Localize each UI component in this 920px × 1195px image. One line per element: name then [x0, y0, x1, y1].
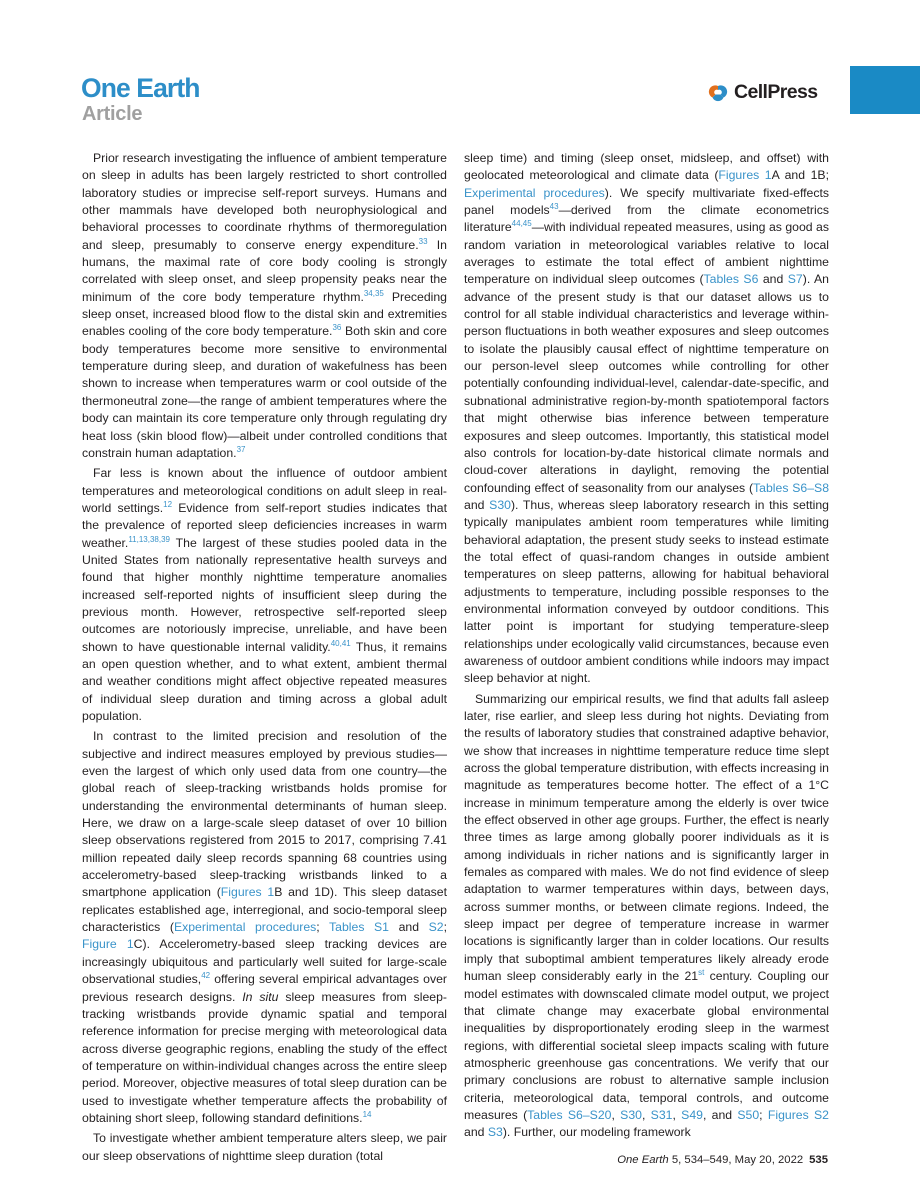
page-number: 535	[809, 1154, 828, 1166]
reference-link[interactable]: S30	[489, 497, 511, 512]
text-run: and	[758, 272, 788, 287]
text-run: ,	[672, 1107, 682, 1122]
citation-superscript[interactable]: 36	[332, 323, 342, 333]
text-run: and	[464, 1125, 488, 1140]
citation-superscript[interactable]: 43	[549, 201, 559, 211]
side-tab	[850, 66, 920, 114]
publisher-name: CellPress	[734, 80, 818, 103]
text-run: Prior research investigating the influence of ambient temperature on sleep in adults has been largely restricted to short controlled laboratory studies or imprecise self-report surveys. Humans and other mammals have developed both neurophysiological and behavioral processes to coordinate rhythms of thermoregulation and sleep, presumably to conserve energy expenditure.	[82, 151, 447, 252]
italic-text: In situ	[242, 989, 279, 1004]
cellpress-logo-icon	[706, 80, 730, 104]
text-run: Thus, it remains an open question whether, and to what extent, ambient thermal and weather conditions might affect objective repeated measures of individual sleep duration and timing across a global adult population.	[82, 639, 447, 723]
text-run: , and	[702, 1107, 738, 1122]
text-run: —derived from the climate econometrics literature	[464, 203, 829, 235]
reference-link[interactable]: S49	[681, 1107, 703, 1122]
text-run: Far less is known about the influence of outdoor ambient temperatures and meteorological conditions on adult sleep in real-world settings.	[82, 466, 447, 515]
reference-link[interactable]: Figures 1	[220, 885, 275, 900]
reference-link[interactable]: S2	[428, 920, 444, 935]
article-type: Article	[82, 103, 143, 125]
publisher-logo	[706, 80, 818, 104]
text-run: Evidence from self-report studies indicates that the prevalence of reported sleep deficiencies increases in warm weather.	[82, 500, 447, 550]
text-run: ). We specify multivariate fixed-effects panel models	[464, 185, 829, 218]
text-run: In humans, the maximal rate of core body cooling is strongly correlated with sleep onset, and sleep propensity peaks near the minimum of the core body temperature rhythm.	[82, 237, 447, 304]
paragraph	[82, 1130, 447, 1165]
text-run: Summarizing our empirical results, we find that adults fall asleep later, rise earlier, and sleep less during hot nights. Deviating from the results of laboratory studies that constrained adaptive behavior, we show that increases in nighttime temperature reduce time slept across the global temperature distribution, with effects increasing in magnitude as temperatures become hotter. The effect of a 1°C increase in minimum temperature among the elderly is over twice the effect observed in other age groups. Further, the effect is nearly three times as large among globally poorer individuals as it is among individuals in richer nations and is significantly larger in females as compared with males. We do not find evidence of sleep adaptation to warmer temperatures within days, between days, across summer months, or between climate regions. Indeed, the sleep impact per degree of temperature increase in warmer locations is significantly larger than in colder locations. Our results imply that suboptimal ambient temperatures likely already erode human sleep considerably early in the 21	[464, 691, 829, 984]
text-run: sleep measures from sleep-tracking wristbands provide dynamic spatial and temporal reference information for precise merging with meteorological data across diverse geographic regions, enabling the study of the effect of temperature on within-individual changes across the entire sleep period. Moreover, objective measures of total sleep duration can be used to investigate whether temperature affects the probability of obtaining short sleep, following standard definitions.	[82, 989, 447, 1125]
citation-superscript[interactable]: 14	[362, 1109, 372, 1119]
citation-superscript[interactable]: 40,41	[330, 638, 351, 648]
reference-link[interactable]: Tables S6	[703, 272, 759, 287]
footer-journal: One Earth	[617, 1154, 669, 1166]
text-run: To investigate whether ambient temperature alters sleep, we pair our sleep observations of nighttime sleep duration (total	[82, 1131, 447, 1163]
citation-superscript[interactable]: 37	[236, 444, 246, 454]
citation-superscript[interactable]: 42	[201, 971, 211, 981]
text-run: A and 1B;	[771, 168, 829, 183]
page-footer	[617, 1154, 828, 1166]
text-run: ,	[641, 1107, 651, 1122]
text-run: offering several empirical advantages over previous research designs.	[82, 972, 447, 1004]
reference-link[interactable]: Tables S1	[329, 920, 389, 935]
column-left	[82, 150, 447, 1168]
text-run: In contrast to the limited precision and resolution of the subjective and indirect measures employed by previous studies—even the largest of which only used data from one country—the global reach of sleep-tracking wristbands holds promise for understanding the environmental determinants of human sleep. Here, we draw on a large-scale sleep dataset of over 10 billion sleep observations registered from 2015 to 2017, comprising 7.41 million repeated daily sleep records spanning 68 countries using accelerometry-based sleep-tracking wristbands linked to a smartphone application (	[82, 729, 447, 900]
reference-link[interactable]: Figures 1	[718, 168, 772, 183]
text-run: Preceding sleep onset, increased blood flow to the distal skin and extremities enables cooling of the core body temperature.	[82, 289, 447, 339]
text-run: The largest of these studies pooled data in the United States from nationally representative health surveys and found that higher monthly nighttime temperature anomalies increased self-reported nights of insufficient sleep during the previous month. However, retrospective self-reported sleep outcomes are notoriously imprecise, unreliable, and have been shown to have questionable internal validity.	[82, 535, 447, 654]
reference-link[interactable]: S3	[487, 1125, 503, 1140]
paragraph	[464, 150, 829, 688]
reference-link[interactable]: Experimental procedures	[464, 185, 605, 200]
reference-link[interactable]: Tables S6–S8	[753, 480, 830, 495]
text-run: sleep time) and timing (sleep onset, midsleep, and offset) with geolocated meteorological and climate data (	[464, 151, 829, 183]
text-run: C). Accelerometry-based sleep tracking devices are increasingly ubiquitous and particularly well suited for large-scale observational studies,	[82, 937, 447, 987]
paragraph	[464, 691, 829, 1142]
text-run: century. Coupling our model estimates with downscaled climate model output, we project that climate change may exacerbate global environmental inequalities by disproportionately eroding sleep in the warmest regions, with differential societal sleep impacts scaling with future atmospheric greenhouse gas concentrations. We verify that our primary conclusions are robust to alternative sample inclusion criteria, meteorological data, temporal controls, and outcome measures (	[464, 969, 829, 1122]
text-run: ,	[611, 1107, 621, 1122]
reference-link[interactable]: Tables S6–S20	[527, 1107, 612, 1122]
citation-superscript[interactable]: st	[698, 968, 705, 978]
text-run: Both skin and core body temperatures become more sensitive to environmental temperature during sleep, and duration of wakefulness has been shown to increase when temperatures warm or cool outside of the thermoneutral zone—the range of ambient temperatures where the body can maintain its core temperature only through regulating dry heat loss (skin blood flow)—albeit under controlled conditions that constrain human adaptation.	[82, 324, 447, 460]
text-run: ). Further, our modeling framework	[502, 1125, 691, 1140]
column-right	[464, 150, 829, 1145]
text-run: ). An advance of the present study is that our dataset allows us to control for all stable individual characteristics and leverage within-person fluctuations in both weather exposures and sleep outcomes to isolate the plausibly causal effect of nighttime temperature on our person-level sleep outcomes while controlling for other potentially confounding individual-level, calendar-date-specific, and subnational administrative region-by-month spatiotemporal factors that might otherwise bias inference between temperature exposures and sleep outcomes. Importantly, this statistical model also controls for location-by-date historical climate normals and cloud-cover alterations in daylight, removing the potential confounding effect of seasonality from our analyses (	[464, 272, 829, 495]
reference-link[interactable]: S31	[650, 1107, 673, 1122]
text-run: and	[464, 497, 490, 512]
citation-superscript[interactable]: 34,35	[363, 288, 384, 298]
text-run: B and 1D). This sleep dataset replicates established age, interregional, and socio-temporal sleep characteristics (	[82, 885, 447, 935]
text-run: and	[389, 920, 429, 935]
text-run: ;	[316, 920, 330, 935]
paragraph	[82, 465, 447, 725]
citation-superscript[interactable]: 11,13,38,39	[128, 534, 170, 544]
reference-link[interactable]: Figure 1	[82, 937, 134, 952]
citation-superscript[interactable]: 44,45	[511, 219, 532, 229]
reference-link[interactable]: S7	[787, 272, 803, 287]
paragraph	[82, 150, 447, 462]
text-run: ). Thus, whereas sleep laboratory research in this setting typically manipulates ambient room temperatures while limiting behavioral adaptation, the present study seeks to instead estimate the total effect of quasi-random changes in outside ambient temperatures on sleep patterns, allowing for habitual behavioral adjustments to temperature, including possible responses to the environmental information conveyed by outdoor conditions. This latter point is important for studying temperature-sleep relationships under ecologically valid circumstances, because even awareness of outdoor ambient conditions while indoors may impact sleep behavior at night.	[464, 497, 829, 686]
reference-link[interactable]: Figures S2	[767, 1107, 829, 1122]
paragraph	[82, 728, 447, 1127]
reference-link[interactable]: Experimental procedures	[173, 920, 317, 935]
journal-title: One Earth	[81, 73, 200, 103]
text-run: ;	[443, 920, 447, 935]
footer-citation-rest: 5, 534–549, May 20, 2022	[668, 1154, 804, 1166]
text-run: ;	[759, 1107, 768, 1122]
reference-link[interactable]: S30	[620, 1107, 642, 1122]
reference-link[interactable]: S50	[737, 1107, 760, 1122]
citation-superscript[interactable]: 33	[418, 236, 428, 246]
footer-citation	[617, 1154, 803, 1166]
citation-superscript[interactable]: 12	[163, 499, 173, 509]
text-run: —with individual repeated measures, using as good as random variation in meteorological variables relative to local averages to estimate the total effect of ambient nighttime temperature on individual sleep outcomes (	[464, 220, 829, 287]
